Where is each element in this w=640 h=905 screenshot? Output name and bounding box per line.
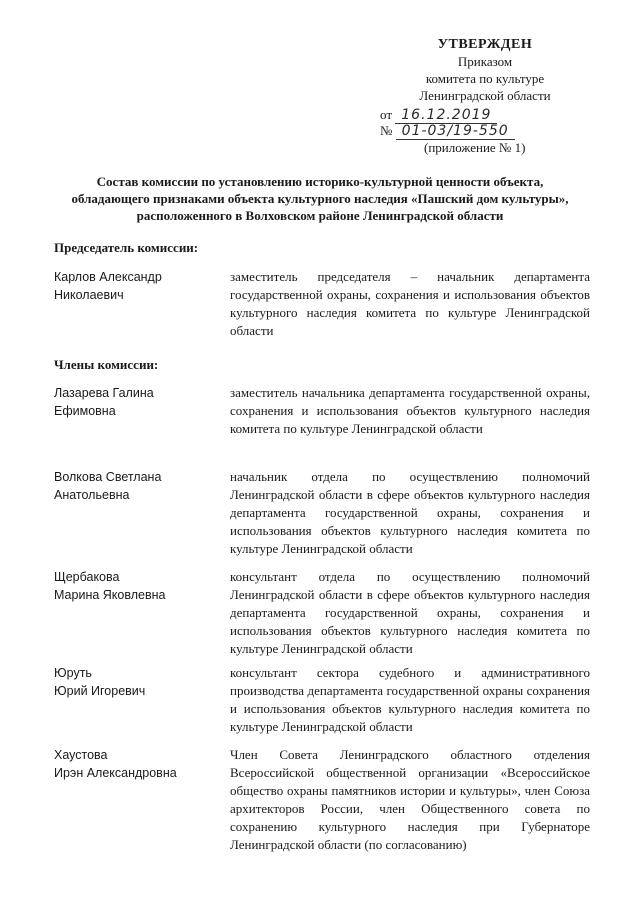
chair-section-title: Председатель комиссии: xyxy=(54,240,199,255)
name-line1: Юруть xyxy=(54,666,92,680)
name-line1: Волкова Светлана xyxy=(54,470,162,484)
document-heading: Состав комиссии по установлению историко-культурной ценности объекта, обладающего признаками объекта культурного наследия «Пашский дом культуры», расположенного в Волховском районе Ленинградской области xyxy=(71,174,569,223)
approval-date-row xyxy=(380,107,497,124)
member-name xyxy=(54,468,224,504)
member-role: консультант отдела по осуществлению полномочий Ленинградской области в сфере объектов культурного наследия департамента государственной охраны, сохранения и использования объектов культурного наследия комитета по культуре Ленинградской области xyxy=(230,569,590,656)
date-value: 16.12.2019 xyxy=(395,107,497,124)
number-value: 01-03/19-550 xyxy=(396,123,515,140)
member-name xyxy=(54,384,224,420)
member-name xyxy=(54,664,224,700)
date-label: от xyxy=(380,107,393,122)
name-line1: Хаустова xyxy=(54,748,108,762)
name-line2: Марина Яковлевна xyxy=(54,588,166,602)
approval-line2: комитета по культуре xyxy=(425,71,545,86)
member-name xyxy=(54,568,224,604)
approval-line3: Ленинградской области xyxy=(419,88,551,103)
member-role: заместитель начальника департамента государственной охраны, сохранения и использования объектов культурного наследия комитета по культуре Ленинградской области xyxy=(230,385,590,436)
member-name xyxy=(54,746,224,782)
member-role: заместитель председателя – начальник департамента государственной охраны, сохранения и использования объектов культурного наследия комитета по культуре Ленинградской области xyxy=(230,269,590,338)
name-line2: Николаевич xyxy=(54,288,124,302)
name-line1: Карлов Александр xyxy=(54,270,162,284)
name-line2: Юрий Игоревич xyxy=(54,684,146,698)
approval-number-row xyxy=(380,123,515,140)
members-section-title: Члены комиссии: xyxy=(54,357,159,372)
number-label: № xyxy=(380,123,393,138)
name-line2: Анатольевна xyxy=(54,488,130,502)
name-line1: Лазарева Галина xyxy=(54,386,154,400)
name-line2: Ефимовна xyxy=(54,404,116,418)
approval-title: УТВЕРЖДЕН xyxy=(437,37,533,52)
name-line2: Ирэн Александровна xyxy=(54,766,177,780)
member-role: начальник отдела по осуществлению полномочий Ленинградской области в сфере объектов культурного наследия департамента государственной охраны, сохранения и использования объектов культурного наследия комитета по культуре Ленинградской области xyxy=(230,469,590,556)
member-role: Член Совета Ленинградского областного отделения Всероссийской общественной организации «Всероссийское общество охраны памятников истории и культуры», член Союза архитекторов России, член Общественного совета по сохранению культурного наследия при Губернаторе Ленинградской области (по согласованию) xyxy=(230,747,590,852)
member-name xyxy=(54,268,224,304)
appendix-note: (приложение № 1) xyxy=(424,140,526,155)
approval-block xyxy=(380,36,590,104)
name-line1: Щербакова xyxy=(54,570,120,584)
approval-line1: Приказом xyxy=(457,54,513,69)
member-role: консультант сектора судебного и административного производства департамента государственной охраны сохранения и использования объектов культурного наследия комитета по культуре Ленинградской области xyxy=(230,665,590,734)
